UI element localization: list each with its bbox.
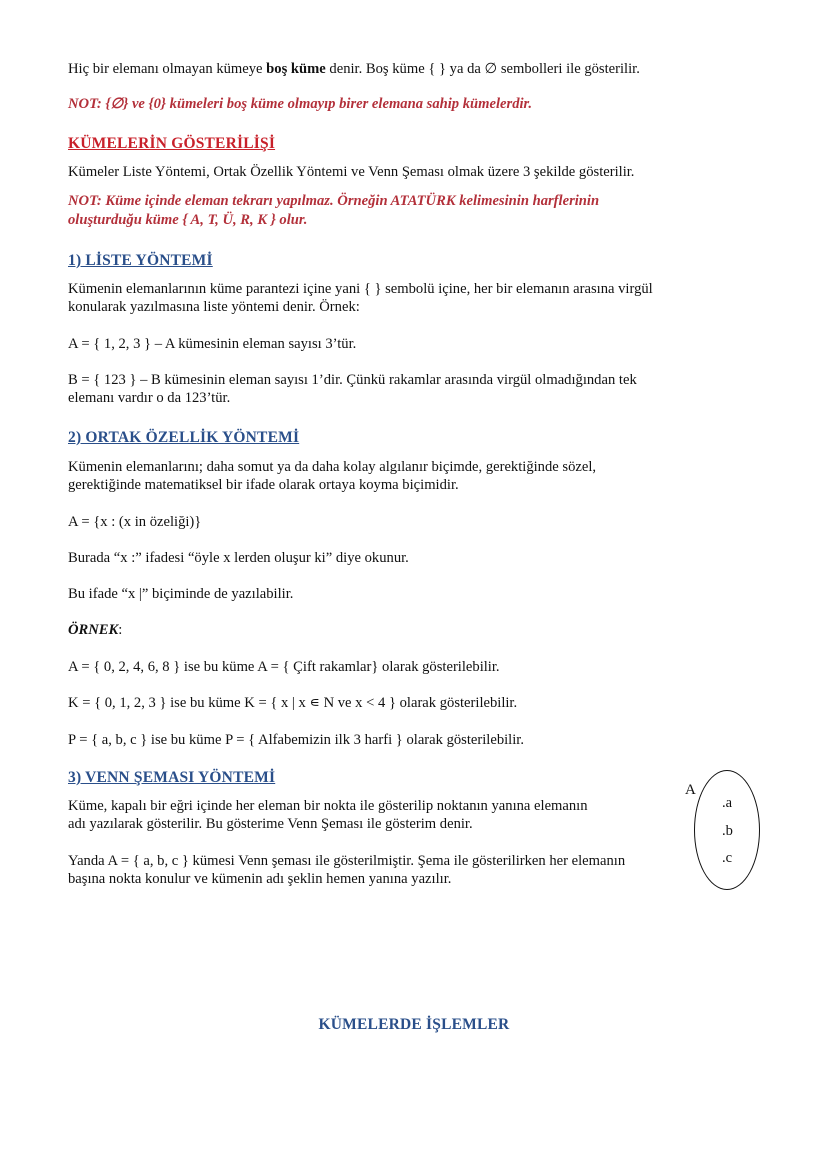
- intro-text-1: Hiç bir elemanı olmayan kümeye: [68, 61, 267, 77]
- example-colon: :: [118, 622, 123, 638]
- intro-bold-term: boş küme: [266, 61, 326, 77]
- venn-def-line2: adı yazılarak gösterilir. Bu gösterime Venn Şeması ile gösterim denir.: [68, 816, 473, 832]
- common-example-1: A = { 0, 2, 4, 6, 8 } ise bu küme A = { Çift rakamlar} olarak gösterilebilir.: [68, 659, 500, 675]
- venn-desc-line1: Yanda A = { a, b, c } kümesi Venn şeması ile gösterilmiştir. Şema ile gösterilirken her elemanın: [68, 853, 626, 869]
- common-formula: A = {x : (x in özeliği)}: [68, 514, 202, 530]
- common-def-line1: Kümenin elemanlarını; daha somut ya da daha kolay algılanır biçimde, gerektiğinde sözel,: [68, 459, 597, 475]
- common-example-3: P = { a, b, c } ise bu küme P = { Alfabemizin ilk 3 harfi } olarak gösterilebilir.: [68, 732, 524, 748]
- heading-ortak-ozellik: 2) ORTAK ÖZELLİK YÖNTEMİ: [68, 429, 300, 446]
- venn-element-b: .b: [722, 823, 733, 839]
- intro-paragraph: [68, 60, 748, 79]
- heading-kumelerde-islemler: KÜMELERDE İŞLEMLER: [318, 1016, 510, 1033]
- venn-element-c: .c: [722, 850, 733, 866]
- example-heading: [68, 621, 748, 640]
- note-empty-set: NOT: {∅} ve {0} kümeleri boş küme olmayıp birer elemana sahip kümelerdir.: [68, 96, 533, 112]
- heading-venn-semasi: 3) VENN ŞEMASI YÖNTEMİ: [68, 769, 276, 786]
- venn-element-a: .a: [722, 795, 733, 811]
- venn-diagram: [682, 766, 762, 896]
- venn-set-name: A: [685, 782, 696, 798]
- common-example-2: K = { 0, 1, 2, 3 } ise bu küme K = { x | x ∊ N ve x < 4 } olarak gösterilebilir.: [68, 695, 518, 711]
- list-example-b-line1: B = { 123 } – B kümesinin eleman sayısı 1’dir. Çünkü rakamlar arasında virgül olmadığından tek: [68, 372, 637, 388]
- example-label: ÖRNEK: [68, 622, 119, 638]
- list-def-line2: konularak yazılmasına liste yöntemi denir. Örnek:: [68, 299, 360, 315]
- list-def-line1: Kümenin elemanlarının küme parantezi içine yani { } sembolü içine, her bir elemanın arasına virgül: [68, 281, 653, 297]
- intro-text-2: denir. Boş küme { } ya da ∅ sembolleri ile gösterilir.: [325, 61, 640, 77]
- note-repetition-line1: NOT: Küme içinde eleman tekrarı yapılmaz. Örneğin ATATÜRK kelimesinin harflerinin: [68, 193, 600, 209]
- heading-liste-yontemi: 1) LİSTE YÖNTEMİ: [68, 252, 213, 269]
- heading-kumelerin-gosterilisi: KÜMELERİN GÖSTERİLİŞİ: [68, 135, 276, 152]
- common-reading: Burada “x :” ifadesi “öyle x lerden oluşur ki” diye okunur.: [68, 550, 409, 566]
- list-example-b-line2: elemanı vardır o da 123’tür.: [68, 390, 231, 406]
- list-example-a: A = { 1, 2, 3 } – A kümesinin eleman sayısı 3’tür.: [68, 336, 357, 352]
- common-def-line2: gerektiğinde matematiksel bir ifade olarak ortaya koyma biçimidir.: [68, 477, 459, 493]
- show-methods-text: Kümeler Liste Yöntemi, Ortak Özellik Yöntemi ve Venn Şeması olmak üzere 3 şekilde gösterilir.: [68, 164, 635, 180]
- venn-def-line1: Küme, kapalı bir eğri içinde her eleman bir nokta ile gösterilip noktanın yanına elemanın: [68, 798, 588, 814]
- common-alt-notation: Bu ifade “x |” biçiminde de yazılabilir.: [68, 586, 294, 602]
- venn-desc-line2: başına nokta konulur ve kümenin adı şeklin hemen yanına yazılır.: [68, 871, 452, 887]
- note-repetition-line2: oluşturduğu küme { A, T, Ü, R, K } olur.: [68, 212, 308, 228]
